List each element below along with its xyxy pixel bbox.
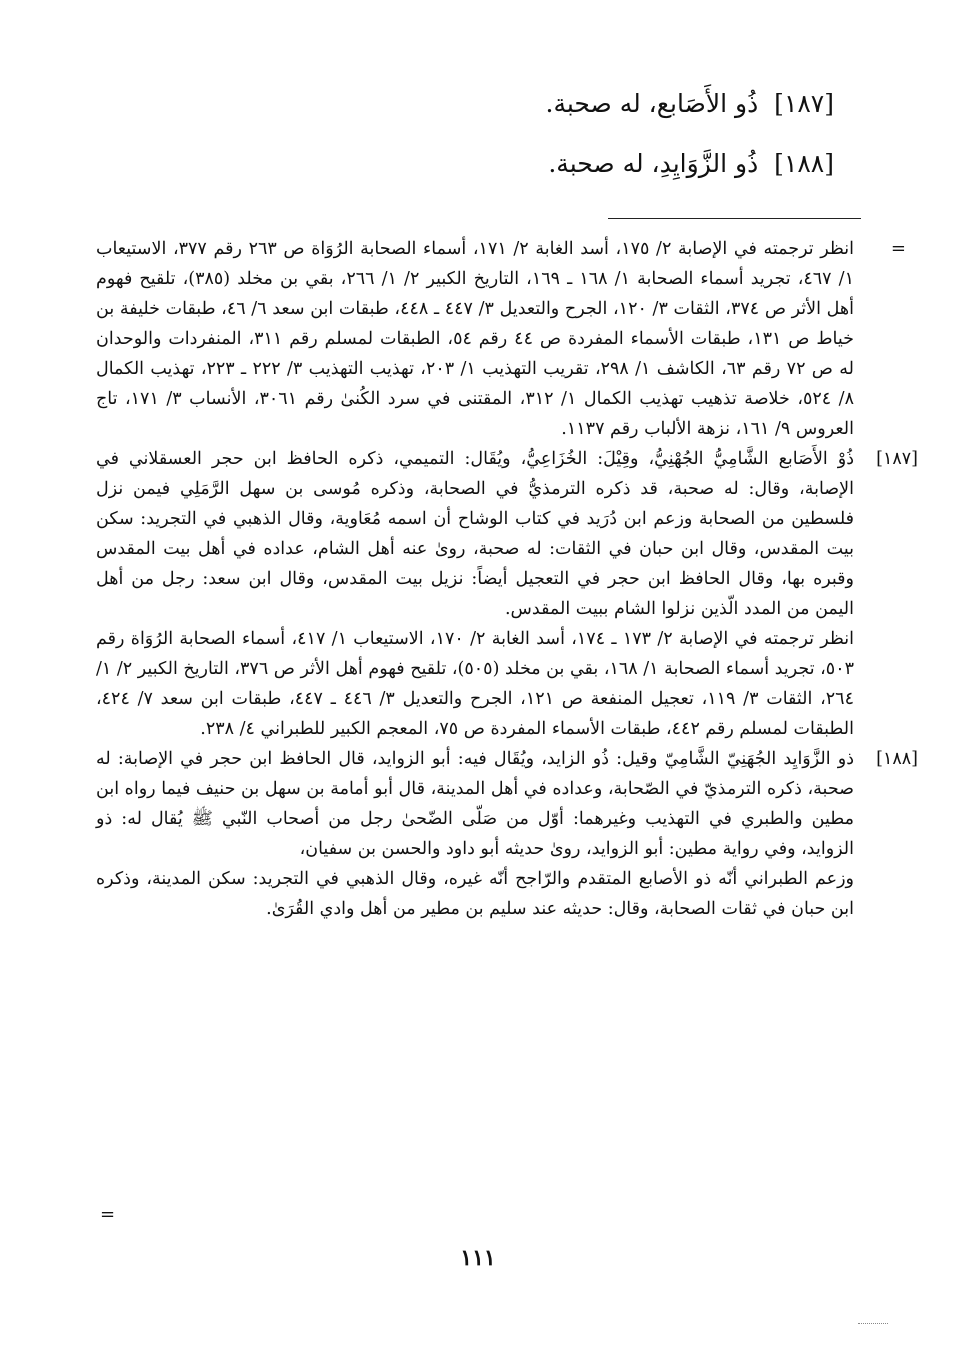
footnote-187-references <box>96 624 854 744</box>
footnote-number: [١٨٧] <box>876 449 918 469</box>
continuation-marker: = <box>890 238 906 259</box>
footnote-number: [١٨٨] <box>876 749 918 769</box>
entry-number: [١٨٧] <box>774 89 834 118</box>
main-entry-187 <box>314 88 834 120</box>
entry-text: ذُو الأَصَابع، له صحبة. <box>545 89 759 118</box>
footnote-separator <box>608 218 861 219</box>
continuation-marker-bottom: = <box>100 1204 116 1225</box>
footnote-187-refs-text: انظر ترجمته في الإصابة ٢/ ١٧٣ ـ ١٧٤، أسد الغابة ٢/ ١٧٠، الاستيعاب ١/ ٤١٧، أسماء الصحابة الرُوَاة رقم ٥٠٣، تجريد أسماء الصحابة ١/ ١٦٨، بقي بن مخلد (٥٠٥)، تلقيح فهوم أهل الأثر ص ٣٧٦، التاريخ الكبير ٢/ ١/ ٢٦٤، الثقات ٣/ ١١٩، تعجيل المنفعة ص ١٢١، الجرح والتعديل ٣/ ٤٤٦ ـ ٤٤٧، طبقات ابن سعد ٧/ ٤٢٤، الطبقات لمسلم رقم ٤٤٢، طبقات الأسماء المفردة ص ٧٥، المعجم الكبير للطبراني ٤/ ٢٣٨. <box>96 629 855 739</box>
footnote-188-bio2: وزعم الطبراني أنّه ذو الأصابع المتقدم والرّاجح أنّه غيره، وقال الذهبي في التجريد: سكن المدينة، وذكره ابن حبان في ثقات الصحابة، وقال: حديثه عند سليم بن مطير من أهل وادي القُرَىٰ. <box>96 869 854 919</box>
footnote-previous-text: انظر ترجمته في الإصابة ٢/ ١٧٥، أسد الغابة ٢/ ١٧١، أسماء الصحابة الرُوَاة ص ٢٦٣ رقم ٣٧٧، الاستيعاب ١/ ٤٦٧، تجريد أسماء الصحابة ١/ ١٦٨ ـ ١٦٩، التاريخ الكبير ٢/ ١/ ٢٦٦، بقي بن مخلد (٣٨٥)، تلقيح فهوم أهل الأثر ص ٣٧٤، الثقات ٣/ ١٢٠، الجرح والتعديل ٣/ ٤٤٧ ـ ٤٤٨، طبقات ابن سعد ٦/ ٤٦، طبقات خليفة بن خياط ص ١٣١، طبقات الأسماء المفردة ص ٤٤ رقم ٥٤، الطبقات لمسلم رقم ٣١١، المنفردات والوحدان له ص ٧٢ رقم ٦٣، الكاشف ١/ ٢٩٨، تقريب التهذيب ١/ ٢٠٣، تهذيب التهذيب ٣/ ٢٢٢ ـ ٢٢٣، تهذيب الكمال ٨/ ٥٢٤، خلاصة تذهيب تهذيب الكمال ١/ ٣١٢، المقتنى في سرد الكُنىٰ رقم ٣٠٦١، الأنساب ٣/ ١٧١، تاج العروس ٩/ ١٦١، نزهة الألباب رقم ١١٣٧. <box>96 239 855 439</box>
footnote-188 <box>96 744 918 864</box>
main-entry-188 <box>314 148 834 180</box>
footnote-187 <box>96 444 918 624</box>
page-number: ١١١ <box>460 1245 496 1271</box>
footnote-188-continued <box>96 864 854 924</box>
footnotes <box>96 234 918 924</box>
main-entries <box>314 88 834 208</box>
footnote-previous <box>96 234 906 444</box>
scan-speck <box>858 1323 888 1326</box>
footnote-187-bio: ذُوْ الأَصَابع الشَّامِيُّ الجُهْنِيُّ، وقِيْلَ: الخُزَاعِيُّ، ويُقَال: التميمي، ذكره الحافظ ابن حجر العسقلاني في الإصابة، وقال: له صحبة، قد ذكره الترمذيُّ في الصحابة، وذكره مُوسى بن سهل الرَّمَلِي فيمن نزل فلسطين من الصحابة وزعم ابن دُرَيد في كتاب الوشاح أن اسمه مُعَاوية، وقال الذهبي في التجريد: سكن بيت المقدس، وقال ابن حبان في الثقات: له صحبة، روىٰ عنه أهل الشام، عداده في أهل بيت المقدس وقبره بها، وقال الحافظ ابن حجر في التعجيل أيضاً: نزيل بيت المقدس، وقال ابن سعد: رجل من أهل اليمن من المدد الّذين نزلوا الشام ببيت المقدس. <box>96 449 854 619</box>
entry-text: ذُو الزَّوَايِدِ، له صحبة. <box>548 149 759 178</box>
footnote-188-bio: ذو الزَّوَايِد الجُهَنِيّ الشَّامِيّ وقيل: ذُو الزايد، ويُقَال فيه: أبو الزوايد، قال الحافظ ابن حجر في الإصابة: له صحبة، ذكره الترمذيّ في الصّحابة، وعداده في أهل المدينة، قال أبو أمامة بن سهل بن حنيف فيما رواه ابن مطين والطبري في التهذيب وغيرهما: أوّل من صَلّى الضّحىٰ رجل من أصحاب النّبي ﷺ يُقال له: ذو الزوايد، وفي رواية مطين: أبو الزوايد، روىٰ حديثه أبو داود والحسن بن سفيان، <box>96 749 854 859</box>
entry-number: [١٨٨] <box>774 149 834 178</box>
